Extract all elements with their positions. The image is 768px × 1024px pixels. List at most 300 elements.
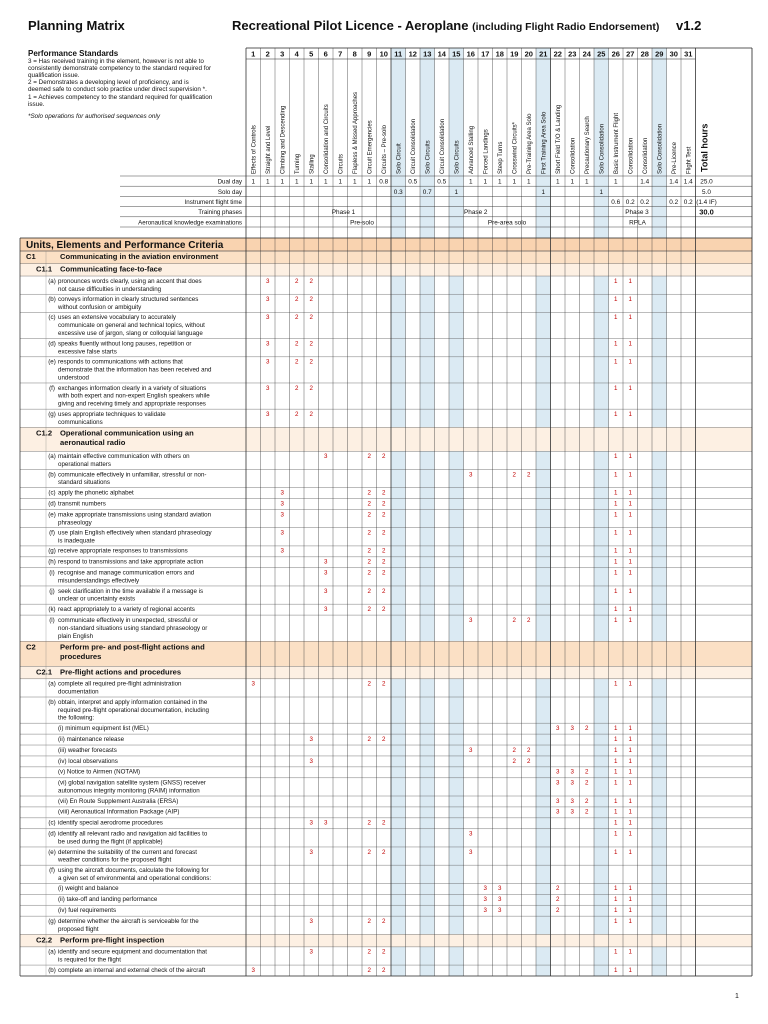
matrix-cell-value: 2	[527, 746, 531, 754]
matrix-cell-value: 2	[512, 746, 516, 754]
performance-line: deemed safe to conduct solo practice under direct supervision *.	[28, 86, 207, 94]
column-title: First Training Area Solo	[541, 111, 548, 174]
matrix-cell-value: 2	[512, 616, 516, 624]
summary-value: 1	[613, 178, 618, 186]
summary-value: 1	[367, 178, 372, 186]
matrix-cell-value: 3	[570, 724, 574, 732]
matrix-cell-value: 2	[367, 547, 371, 555]
column-title: Circuit Consolidation	[440, 118, 447, 174]
column-number: 17	[481, 49, 490, 59]
matrix-cell-value: 1	[628, 489, 632, 497]
matrix-cell-value: 1	[614, 547, 618, 555]
matrix-cell-value: 3	[309, 917, 313, 925]
criterion-code: (b)	[48, 471, 56, 479]
criterion-text: use plain English effectively when standard phraseology	[58, 529, 212, 537]
matrix-cell-value: 2	[295, 296, 299, 304]
criterion-text: identify and secure equipment and documentation that	[58, 948, 207, 956]
criterion-text: giving and receiving timely and appropriate responses	[58, 400, 206, 408]
criterion-code: (a)	[48, 948, 56, 956]
matrix-cell-value: 1	[628, 340, 632, 348]
column-number: 1	[251, 49, 256, 59]
summary-value: 0.2	[669, 199, 679, 206]
matrix-cell-value: 3	[556, 768, 560, 776]
summary-value: 1	[323, 178, 328, 186]
matrix-cell-value: 3	[266, 410, 270, 418]
column-title: Forced Landings	[483, 129, 490, 174]
matrix-cell-value: 1	[628, 569, 632, 577]
matrix-cell-value: 2	[382, 948, 386, 956]
criterion-text: operational matters	[58, 461, 111, 469]
column-number: 2	[265, 49, 270, 59]
matrix-cell-value: 1	[614, 511, 618, 519]
criterion-text: demonstrate that the information has been received and	[58, 366, 212, 374]
performance-line: issue.	[28, 100, 45, 108]
summary-value: 0.8	[379, 178, 389, 186]
matrix-cell-value: 2	[382, 917, 386, 925]
column-title: Consolidation	[628, 137, 635, 174]
column-number: 23	[568, 49, 577, 59]
criterion-text: be used during the flight (if applicable)	[58, 838, 163, 846]
solo-column-shade	[449, 48, 464, 976]
criterion-text: (vii) En Route Supplement Australia (ERSA)	[58, 797, 179, 805]
column-number: 30	[669, 49, 678, 59]
matrix-cell-value: 1	[628, 808, 632, 816]
column-number: 18	[495, 49, 504, 59]
matrix-cell-value: 2	[527, 616, 531, 624]
page-number: 1	[735, 993, 739, 1000]
matrix-cell-value: 1	[628, 917, 632, 925]
matrix-cell-value: 3	[309, 948, 313, 956]
matrix-cell-value: 1	[628, 885, 632, 893]
matrix-cell-value: 3	[324, 569, 328, 577]
column-title: Circuits	[338, 153, 345, 174]
criterion-text: a given set of environmental and operational conditions:	[58, 874, 212, 882]
matrix-cell-value: 1	[614, 907, 618, 915]
column-title: Steep Turns	[498, 141, 505, 174]
matrix-cell-value: 3	[556, 808, 560, 816]
matrix-cell-value: 2	[309, 296, 313, 304]
matrix-cell-value: 3	[309, 819, 313, 827]
matrix-cell-value: 1	[614, 569, 618, 577]
column-title: Consolidation	[643, 137, 650, 174]
column-number: 31	[684, 49, 693, 59]
criterion-text: uses appropriate techniques to validate	[58, 410, 166, 418]
matrix-cell-value: 3	[280, 547, 284, 555]
matrix-cell-value: 1	[628, 896, 632, 904]
matrix-cell-value: 1	[614, 848, 618, 856]
matrix-cell-value: 1	[628, 680, 632, 688]
matrix-cell-value: 2	[295, 314, 299, 322]
summary-label: Solo day	[217, 188, 242, 196]
column-title: Turning	[295, 153, 302, 174]
performance-line: 1 = Achieves competency to the standard required for qualification	[28, 93, 213, 101]
phase-label: Phase 3	[625, 209, 649, 217]
matrix-cell-value: 1	[614, 558, 618, 566]
criterion-code: (a)	[48, 453, 56, 461]
criterion-code: (i)	[49, 569, 55, 577]
matrix-cell-value: 3	[483, 896, 487, 904]
element-code: C2.2	[36, 935, 53, 945]
performance-title: Performance Standards	[28, 49, 119, 58]
matrix-cell-value: 2	[367, 511, 371, 519]
column-title: Pre-Training Area Solo	[527, 113, 534, 174]
solo-column-shade	[536, 48, 551, 976]
matrix-cell-value: 1	[628, 277, 632, 285]
criterion-text: excessive use of jargon, slang or colloquial language	[58, 330, 203, 338]
criterion-text: communicate effectively in unfamiliar, stressful or non-	[58, 471, 207, 479]
criterion-code: (k)	[48, 605, 56, 613]
criterion-text: proposed flight	[58, 925, 99, 933]
summary-label: Instrument flight time	[184, 199, 242, 206]
summary-value: 0.2	[625, 199, 635, 206]
matrix-cell-value: 2	[382, 569, 386, 577]
criterion-code: (e)	[48, 511, 56, 519]
matrix-cell-value: 3	[469, 616, 473, 624]
criterion-text: obtain, interpret and apply information contained in the	[58, 698, 208, 706]
column-title: Solo Circuits	[425, 140, 432, 174]
aero-label: RPLA	[629, 219, 646, 227]
criterion-code: (d)	[48, 500, 56, 508]
aero-label: Pre-solo	[350, 219, 374, 227]
column-title: Circuits – Pre-solo	[382, 124, 389, 174]
matrix-cell-value: 1	[614, 896, 618, 904]
criterion-text: complete an internal and external check of the aircraft	[58, 966, 206, 974]
summary-value: 0.7	[422, 188, 432, 196]
matrix-cell-value: 2	[295, 384, 299, 392]
matrix-cell-value: 3	[483, 907, 487, 915]
matrix-cell-value: 2	[309, 384, 313, 392]
matrix-cell-value: 3	[469, 746, 473, 754]
matrix-cell-value: 3	[266, 358, 270, 366]
matrix-cell-value: 2	[382, 680, 386, 688]
criterion-text: apply the phonetic alphabet	[58, 489, 134, 497]
column-number: 22	[553, 49, 562, 59]
column-number: 14	[437, 49, 446, 59]
summary-value: 0.5	[437, 178, 447, 186]
matrix-cell-value: 3	[266, 277, 270, 285]
column-title: Advanced Stalling	[469, 125, 476, 174]
matrix-cell-value: 1	[628, 746, 632, 754]
element-title: Perform pre-flight inspection	[60, 935, 165, 945]
column-number: 3	[280, 49, 285, 59]
matrix-cell-value: 1	[628, 797, 632, 805]
summary-value: 1	[454, 188, 459, 196]
matrix-cell-value: 2	[367, 500, 371, 508]
criterion-text: the following:	[58, 714, 95, 722]
matrix-cell-value: 1	[614, 489, 618, 497]
column-title: Consolidation	[570, 137, 577, 174]
criterion-text: (iv) fuel requirements	[58, 907, 117, 915]
summary-value: 1.4	[669, 178, 679, 186]
element-title: Operational communication using an	[60, 428, 194, 438]
criterion-text: responds to communications with actions that	[58, 358, 183, 366]
matrix-cell-value: 1	[614, 779, 618, 787]
matrix-cell-value: 2	[367, 819, 371, 827]
criterion-text: conveys information in clearly structured sentences	[58, 296, 199, 304]
matrix-cell-value: 1	[628, 511, 632, 519]
matrix-cell-value: 1	[614, 587, 618, 595]
summary-label: Dual day	[217, 178, 242, 186]
criterion-text: not cause difficulties in understanding	[58, 285, 162, 293]
column-number: 24	[582, 49, 591, 59]
matrix-cell-value: 1	[614, 797, 618, 805]
matrix-cell-value: 1	[614, 384, 618, 392]
matrix-cell-value: 1	[614, 768, 618, 776]
column-number: 29	[655, 49, 664, 59]
matrix-cell-value: 3	[324, 453, 328, 461]
matrix-cell-value: 2	[382, 558, 386, 566]
solo-column-shade	[652, 48, 667, 976]
matrix-cell-value: 2	[295, 340, 299, 348]
unit-code: C2	[26, 642, 36, 652]
criterion-text: (iii) weather forecasts	[58, 746, 117, 754]
matrix-cell-value: 1	[614, 410, 618, 418]
matrix-cell-value: 2	[367, 605, 371, 613]
criterion-text: pronounces words clearly, using an accent that does	[58, 277, 202, 285]
matrix-cell-value: 2	[309, 358, 313, 366]
matrix-cell-value: 1	[614, 680, 618, 688]
criterion-code: (j)	[49, 587, 55, 595]
phase-label: Phase 1	[331, 209, 356, 217]
criterion-text: is inadequate	[58, 537, 95, 545]
column-title: Circuit Emergencies	[367, 120, 374, 174]
column-number: 13	[423, 49, 432, 59]
criterion-text: (ii) take-off and landing performance	[58, 896, 158, 904]
summary-value: 1	[512, 178, 517, 186]
matrix-cell-value: 1	[628, 471, 632, 479]
matrix-cell-value: 3	[498, 885, 502, 893]
criterion-code: (g)	[48, 547, 56, 555]
total-hours-label: Total hours	[699, 123, 710, 172]
criterion-code: (f)	[49, 866, 55, 874]
matrix-cell-value: 2	[367, 558, 371, 566]
criterion-text: phraseology	[58, 519, 92, 527]
matrix-cell-value: 1	[628, 948, 632, 956]
column-title: Solo Circuits	[454, 140, 461, 174]
criterion-text: seek clarification in the time available if a message is	[58, 587, 204, 595]
unit-code: C1	[26, 252, 36, 261]
column-title: Precautionary Search	[585, 116, 592, 174]
matrix-cell-value: 1	[614, 948, 618, 956]
summary-value: 1	[599, 188, 604, 196]
matrix-cell-value: 2	[367, 735, 371, 743]
document-title-main: Recreational Pilot Licence - Aeroplane	[232, 18, 469, 33]
matrix-cell-value: 2	[367, 569, 371, 577]
matrix-cell-value: 1	[614, 277, 618, 285]
summary-value: 1	[468, 178, 473, 186]
matrix-cell-value: 2	[527, 757, 531, 765]
criterion-code: (b)	[48, 698, 56, 706]
matrix-cell-value: 2	[382, 547, 386, 555]
matrix-cell-value: 1	[628, 605, 632, 613]
criterion-text: documentation	[58, 688, 99, 696]
matrix-cell-value: 2	[382, 529, 386, 537]
column-title: Flight Test	[686, 146, 693, 174]
matrix-cell-value: 2	[367, 680, 371, 688]
matrix-cell-value: 2	[309, 410, 313, 418]
criterion-code: (f)	[49, 529, 55, 537]
matrix-cell-value: 2	[367, 529, 371, 537]
criterion-text: (i) minimum equipment list (MEL)	[58, 724, 149, 732]
criterion-text: understood	[58, 374, 89, 382]
criterion-code: (a)	[48, 680, 56, 688]
total-all: 30.0	[699, 207, 714, 217]
column-number: 28	[640, 49, 649, 59]
matrix-cell-value: 1	[614, 605, 618, 613]
matrix-cell-value: 1	[614, 500, 618, 508]
matrix-cell-value: 1	[614, 830, 618, 838]
matrix-cell-value: 3	[498, 907, 502, 915]
criterion-code: (g)	[48, 410, 56, 418]
matrix-cell-value: 1	[628, 735, 632, 743]
criterion-text: identify special aerodrome procedures	[58, 819, 163, 827]
matrix-cell-value: 1	[614, 314, 618, 322]
matrix-cell-value: 3	[280, 529, 284, 537]
summary-value: 1	[265, 178, 270, 186]
criterion-text: excessive false starts	[58, 348, 117, 356]
matrix-cell-value: 2	[585, 768, 589, 776]
matrix-cell-value: 1	[628, 384, 632, 392]
summary-value: 1	[338, 178, 343, 186]
matrix-cell-value: 3	[324, 587, 328, 595]
solo-note: *Solo operations for authorised sequences only	[28, 112, 160, 120]
solo-column-shade	[420, 48, 435, 976]
matrix-cell-value: 1	[628, 500, 632, 508]
summary-label: Training phases	[198, 209, 242, 217]
column-number: 16	[466, 49, 475, 59]
summary-value: 1	[294, 178, 299, 186]
matrix-cell-value: 2	[585, 779, 589, 787]
matrix-cell-value: 2	[295, 277, 299, 285]
matrix-cell-value: 3	[266, 384, 270, 392]
column-title: Solo Circuit	[396, 143, 403, 174]
summary-value: 1	[541, 188, 546, 196]
matrix-cell-value: 1	[628, 848, 632, 856]
matrix-cell-value: 2	[367, 453, 371, 461]
matrix-cell-value: 3	[324, 605, 328, 613]
matrix-cell-value: 2	[309, 277, 313, 285]
matrix-cell-value: 1	[614, 724, 618, 732]
matrix-cell-value: 2	[382, 605, 386, 613]
matrix-cell-value: 3	[469, 830, 473, 838]
matrix-cell-value: 3	[324, 819, 328, 827]
column-number: 21	[539, 49, 548, 59]
summary-value: 1	[352, 178, 357, 186]
matrix-cell-value: 3	[556, 779, 560, 787]
matrix-cell-value: 3	[570, 797, 574, 805]
criterion-text: unclear or uncertainty exists	[58, 595, 136, 603]
solo-column-shade	[391, 48, 406, 976]
matrix-cell-value: 3	[266, 296, 270, 304]
matrix-cell-value: 3	[251, 680, 255, 688]
matrix-cell-value: 1	[614, 808, 618, 816]
unit-title: Communicating in the aviation environment	[60, 252, 219, 261]
unit-title: Perform pre- and post-flight actions and	[60, 642, 205, 652]
criterion-text: with both expert and non-expert English speakers while	[58, 392, 210, 400]
matrix-cell-value: 2	[512, 757, 516, 765]
criterion-text: non-standard situations using standard phraseology or	[58, 624, 208, 632]
criterion-text: maintain effective communication with others on	[58, 453, 190, 461]
matrix-cell-value: 1	[628, 410, 632, 418]
summary-value: 0.2	[683, 199, 693, 206]
matrix-cell-value: 2	[585, 724, 589, 732]
criterion-code: (g)	[48, 917, 56, 925]
criterion-text: speaks fluently without long pauses, repetition or	[58, 340, 192, 348]
criterion-text: recognise and manage communication errors and	[58, 569, 195, 577]
total-instrument: (1.4 IF)	[696, 199, 717, 206]
solo-column-shade	[594, 48, 609, 976]
element-title: Communicating face-to-face	[60, 264, 163, 274]
column-number: 20	[524, 49, 533, 59]
criterion-text: receive appropriate responses to transmissions	[58, 547, 188, 555]
summary-value: 1	[555, 178, 560, 186]
matrix-cell-value: 1	[614, 296, 618, 304]
criterion-code: (l)	[49, 616, 55, 624]
performance-line: qualification issue.	[28, 72, 80, 80]
matrix-cell-value: 1	[628, 558, 632, 566]
criterion-text: communicate effectively in unexpected, stressful or	[58, 616, 198, 624]
column-number: 11	[394, 49, 403, 59]
matrix-cell-value: 1	[628, 779, 632, 787]
criterion-code: (a)	[48, 277, 56, 285]
matrix-cell-value: 3	[266, 340, 270, 348]
criterion-text: (i) weight and balance	[58, 885, 119, 893]
criterion-text: uses an extensive vocabulary to accurately	[58, 314, 176, 322]
summary-value: 1	[280, 178, 285, 186]
matrix-cell-value: 1	[614, 616, 618, 624]
column-number: 26	[611, 49, 620, 59]
column-title: Basic Instrument Flight	[614, 112, 621, 174]
matrix-cell-value: 3	[309, 735, 313, 743]
matrix-cell-value: 1	[614, 358, 618, 366]
performance-line: 2 = Demonstrates a developing level of proficiency, and is	[28, 79, 189, 87]
matrix-cell-value: 2	[367, 966, 371, 974]
summary-value: 1	[497, 178, 502, 186]
matrix-cell-value: 1	[628, 966, 632, 974]
matrix-cell-value: 3	[483, 885, 487, 893]
matrix-cell-value: 2	[295, 410, 299, 418]
criterion-text: without confusion or ambiguity	[58, 304, 142, 312]
matrix-cell-value: 1	[614, 340, 618, 348]
criterion-code: (h)	[48, 558, 56, 566]
performance-line: consistently demonstrate competency to the standard required for	[28, 65, 212, 73]
column-title: Flapless & Missed Approaches	[353, 91, 360, 174]
matrix-cell-value: 1	[628, 907, 632, 915]
matrix-cell-value: 1	[628, 453, 632, 461]
criterion-text: make appropriate transmissions using standard aviation	[58, 511, 212, 519]
matrix-cell-value: 2	[367, 587, 371, 595]
criterion-text: exchanges information clearly in a variety of situations	[58, 384, 207, 392]
criterion-code: (d)	[48, 830, 56, 838]
criterion-text: determine the suitability of the current and forecast	[58, 848, 197, 856]
matrix-cell-value: 3	[469, 848, 473, 856]
summary-label: Aeronautical knowledge examinations	[138, 219, 242, 227]
matrix-cell-value: 2	[585, 797, 589, 805]
matrix-cell-value: 2	[382, 511, 386, 519]
matrix-cell-value: 1	[628, 358, 632, 366]
criterion-code: (b)	[48, 966, 56, 974]
matrix-cell-value: 3	[309, 848, 313, 856]
column-number: 8	[352, 49, 357, 59]
matrix-cell-value: 1	[628, 724, 632, 732]
matrix-cell-value: 2	[585, 808, 589, 816]
matrix-cell-value: 2	[382, 500, 386, 508]
unit-title: procedures	[60, 651, 102, 661]
matrix-cell-value: 1	[614, 819, 618, 827]
criterion-code: (c)	[48, 819, 56, 827]
column-number: 15	[452, 49, 461, 59]
criterion-text: misunderstandings effectively	[58, 577, 140, 585]
